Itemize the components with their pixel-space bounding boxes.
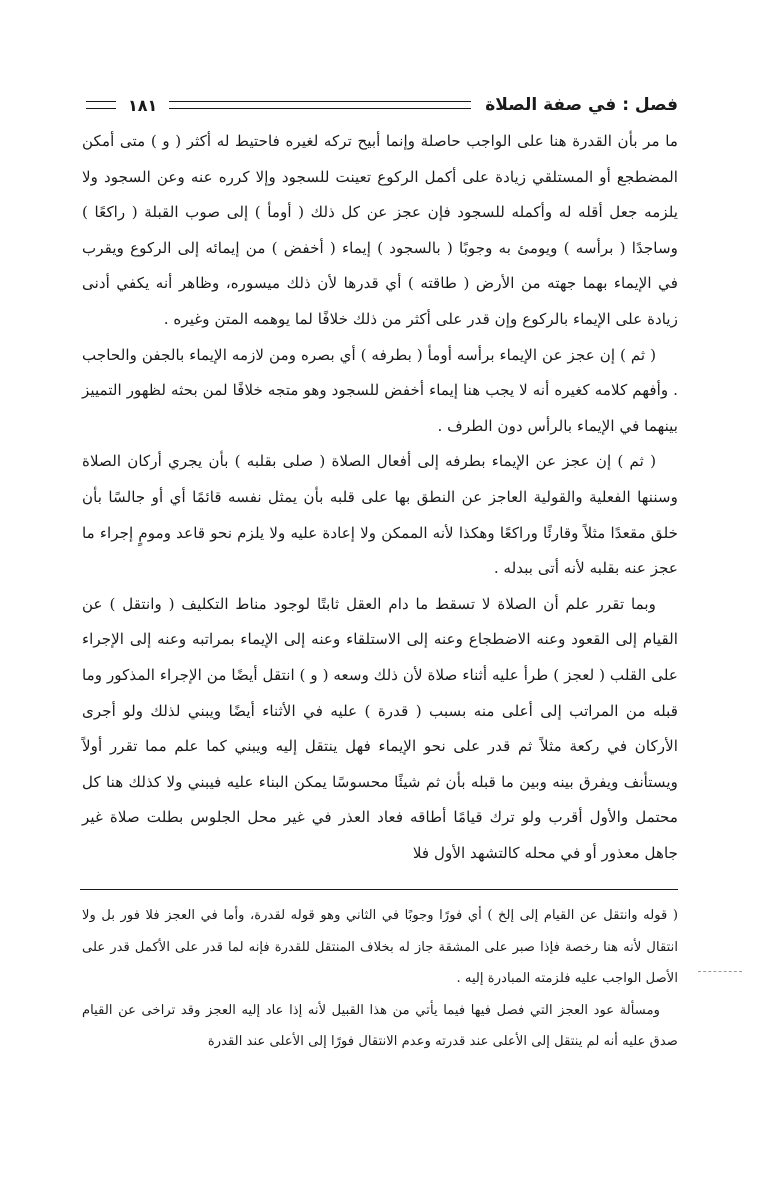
footnote-paragraph: ومسألة عود العجز التي فصل فيها فيما يأتي من هذا القبيل لأنه إذا عاد إليه العجز وقد تراخى عن القيام صدق عليه أنه لم ينتقل إلى الأعلى عند قدرته وعدم الانتقال فورًا إلى الأعلى عند القدرة: [82, 1002, 678, 1050]
body-paragraph: ما مر بأن القدرة هنا على الواجب حاصلة وإنما أبيح تركه لغيره فاحتيط له أكثر ( و ) متى أمكن المضطجع أو المستلقي زيادة على أكمل الركوع تعينت للسجود وإلا كرره عنه وعن السجود ولا يلزمه جعل أقله له وأكمله للسجود فإن عجز عن كل ذلك ( أومأ ) إلى صوب القبلة ( راكعًا ) وساجدًا ( برأسه ) ويومئ به وجوبًا ( بالسجود ) إيماء ( أخفض ) من إيمائه إلى الركوع ويقرب في الإيماء بهما جهته من الأرض ( طاقته ) أي قدرها لأن ذلك ميسوره، وظاهر أنه يكفي أدنى زيادة على الإيماء بالركوع وإن قدر على أكثر من ذلك خلافًا لما يوهمه المتن وغيره .: [82, 132, 678, 328]
footnote-divider: [80, 889, 678, 890]
body-paragraph: ( ثم ) إن عجز عن الإيماء بطرفه إلى أفعال الصلاة ( صلى بقلبه ) بأن يجري أركان الصلاة وسننها الفعلية والقولية العاجز عن النطق بها على قلبه بأن يمثل نفسه قائمًا أي أو جالسًا بأن خلق مقعدًا مثلاً وقارئًا وراكعًا وهكذا لأنه الممكن ولا إعادة عليه ولا يلزم نحو قاعد ومومٍ إجراء ما عجز عنه بقلبه لأنه أتى ببدله .: [82, 452, 678, 578]
main-text: [82, 124, 678, 871]
chapter-title: فصل : في صفة الصلاة: [485, 95, 678, 115]
body-paragraph: ( ثم ) إن عجز عن الإيماء برأسه أومأ ( بطرفه ) أي بصره ومن لازمه الإيماء بالجفن والحاجب . وأفهم كلامه كغيره أنه لا يجب هنا إيماء أخفض للسجود وهو متجه خلافًا لمن بحثه لظهور التمييز بينهما في الإيماء بالرأس دون الطرف .: [82, 345, 678, 435]
footnote-paragraph: ( قوله وانتقل عن القيام إلى إلخ ) أي فورًا وجوبًا في الثاني وهو قوله لقدرة، وأما في العجز فلا فور بل ولا انتقال لأنه هنا رخصة فإذا صبر على المشقة جاز له بخلاف المنتقل للقدرة فإنه لما قدر على الأكمل قدر على الأصل الواجب عليه فلزمته المبادرة إليه .: [82, 908, 678, 987]
body-paragraph: وبما تقرر علم أن الصلاة لا تسقط ما دام العقل ثابتًا لوجود مناط التكليف ( وانتقل ) عن القيام إلى القعود وعنه الاضطجاع وعنه إلى الاستلقاء وعنه إلى الإيماء بمراتبه وعنه إلى الإجراء على القلب ( لعجز ) طرأ عليه أثناء صلاة لأن ذلك وسعه ( و ) انتقل أيضًا من الإجراء المذكور وما قبله من المراتب إلى أعلى منه بسبب ( قدرة ) عليه في الأثناء أيضًا ويبني لذلك ولو أجرى الأركان في ركعة مثلاً ثم قدر على نحو الإيماء فهل ينتقل إليه ويبني كما علم مما تقرر أولاً ويستأنف ويفرق بينه وبين ما قبله بأن ثم شيئًا محسوسًا يمكن البناء عليه فيبني ولا كذلك هنا كل محتمل والأول أقرب ولو ترك قيامًا أطاقه فعاد العذر في غير محل الجلوس بطلت صلاة غير جاهل معذور أو في محله كالتشهد الأول فلا: [82, 594, 678, 862]
header-rule-right: [169, 101, 471, 109]
page-number: ١٨١: [128, 95, 158, 115]
book-page: [82, 88, 678, 1058]
footnotes: [82, 900, 678, 1058]
header-rule-left: [86, 101, 116, 109]
margin-mark: [698, 971, 742, 972]
running-header: [82, 88, 678, 122]
